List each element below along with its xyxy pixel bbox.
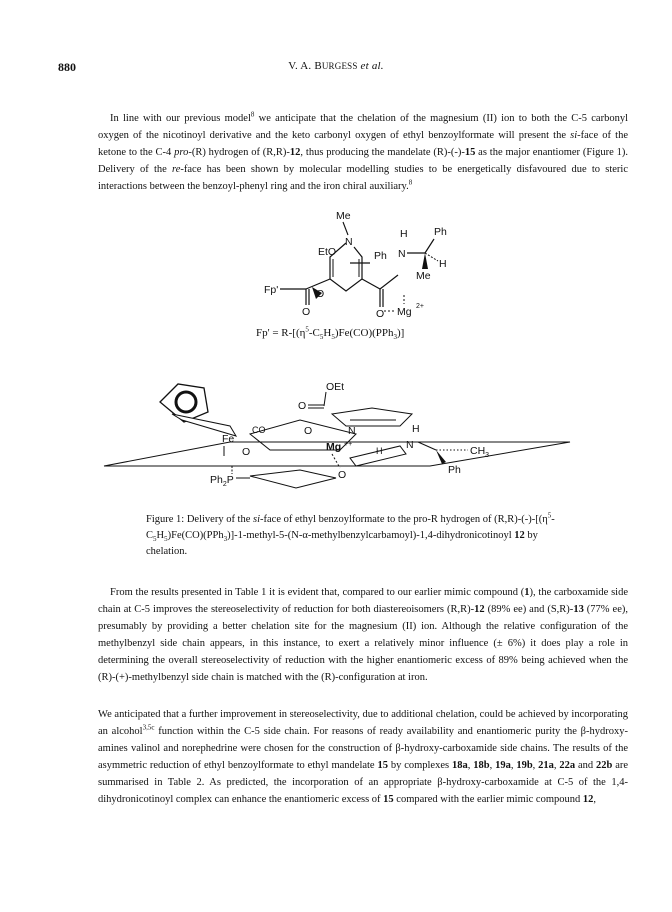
text: 5 bbox=[305, 325, 309, 334]
acyl-oxygen-label: O bbox=[242, 446, 251, 458]
text: In line with our previous model bbox=[110, 113, 251, 124]
text: -(R) hydrogen of (R,R)- bbox=[188, 147, 290, 158]
reference: 8 bbox=[408, 178, 413, 187]
methyl-label: $CH_3$ bbox=[470, 445, 490, 459]
wedge-bond bbox=[422, 253, 428, 269]
text: 5 bbox=[331, 333, 335, 342]
reference: 8 bbox=[250, 110, 255, 119]
wedge-bond bbox=[436, 450, 446, 464]
text: , thus producing the mandelate (R)-(-)- bbox=[300, 147, 465, 158]
phosphine-label: $Ph_2P$ bbox=[210, 474, 234, 488]
text: Figure 1: Delivery of the bbox=[146, 514, 254, 525]
reference: 3,5c bbox=[142, 723, 155, 732]
fp-definition bbox=[256, 325, 405, 342]
text: )] bbox=[397, 327, 405, 339]
text: 5 bbox=[153, 535, 157, 544]
compound-number: 19b bbox=[516, 760, 533, 771]
compound-number: 12 bbox=[582, 794, 594, 805]
text: ), the carboxamide side chain at C-5 improves the stereoselectivity of reduction for both diastereoisomers (R,R)- bbox=[98, 587, 628, 615]
magnesium-label: Mg bbox=[326, 441, 342, 453]
ring-oxygen-label: O bbox=[304, 425, 313, 437]
paragraph-chelation-model bbox=[98, 110, 628, 195]
text: as the major enantiomer (Figure 1). Delivery of the bbox=[98, 147, 629, 175]
ring-nitrogen-label: N bbox=[348, 425, 356, 437]
text: si bbox=[570, 130, 578, 141]
ethoxy-label: OEt bbox=[326, 381, 345, 393]
author-prefix: V. A. B bbox=[288, 60, 322, 72]
ester-oxygen-label: O bbox=[316, 288, 325, 300]
text: -face of the ketone to the C-4 bbox=[98, 130, 628, 158]
text: We anticipated that a further improvement in stereoselectivity, due to additional chelation, could be achieved by incorporating an alcohol bbox=[98, 709, 628, 737]
magnesium-charge: 2+ bbox=[416, 303, 424, 310]
benzyl-methyl-label: Me bbox=[416, 270, 431, 282]
aromatic-circle bbox=[176, 392, 196, 412]
bond bbox=[343, 222, 348, 235]
compound-number: 22a bbox=[559, 760, 576, 771]
acyl-oxygen-label: O bbox=[302, 306, 311, 318]
amide-h-label: H bbox=[400, 228, 408, 240]
phenyl-label: Ph bbox=[448, 464, 461, 476]
bond bbox=[380, 275, 398, 289]
bond bbox=[418, 442, 436, 450]
compound-number: 1 bbox=[524, 587, 530, 598]
running-head bbox=[0, 60, 672, 72]
carbonyl-ligand-label: CO bbox=[252, 425, 266, 435]
phosphine-phenyl-ring bbox=[250, 470, 336, 488]
text: pro bbox=[174, 147, 189, 158]
compound-number: 12 bbox=[514, 530, 525, 541]
text: we anticipate that the chelation of the magnesium (II) ion to both the C-5 carbonyl oxygen of the nicotinoyl derivative and the keto carbonyl oxygen of ethyl benzoylformate will present the bbox=[98, 113, 628, 141]
text: by chelation. bbox=[146, 530, 538, 557]
compound-number: 12 bbox=[289, 147, 301, 158]
compound-number: 21a bbox=[538, 760, 554, 771]
text: , bbox=[489, 760, 496, 771]
benzoyl-phenyl-ring bbox=[332, 408, 412, 426]
text: 5 bbox=[547, 511, 552, 520]
ring-nitrogen-label: N bbox=[345, 236, 353, 248]
phenyl-label: Ph bbox=[374, 250, 387, 262]
iron-label: Fe bbox=[222, 433, 235, 445]
text: -C bbox=[146, 514, 555, 541]
bond bbox=[425, 239, 434, 253]
text: Fp' = R-[(η bbox=[256, 327, 306, 339]
compound-number: 15 bbox=[383, 794, 394, 805]
methyl-label: Me bbox=[336, 210, 351, 222]
fp-label: Fp' bbox=[264, 284, 279, 296]
text: compared with the earlier mimic compound bbox=[393, 794, 583, 805]
page-number: 880 bbox=[58, 60, 76, 74]
text: (89% ee) and (S,R)- bbox=[484, 604, 574, 615]
ethoxy-label: EtO bbox=[318, 246, 337, 258]
text: -face of ethyl benzoylformate to the pro-R hydrogen of (R,R)-(-)-[(η bbox=[260, 514, 548, 525]
compound-number: 15 bbox=[464, 147, 476, 158]
magnesium-label: Mg bbox=[397, 306, 412, 318]
text: function within the C-5 side chain. For reasons of ready availability and enantiomeric purity the β-hydroxy-amines valinol and norephedrine were chosen for the construction of β-hydroxy-carboxamide side chains. The results of the asymmetric reduction of ethyl benzoylformate to ethyl mandelate bbox=[98, 726, 628, 771]
bond bbox=[324, 392, 326, 406]
compound-number: 18b bbox=[473, 760, 490, 771]
benzyl-phenyl-label: Ph bbox=[434, 226, 447, 238]
stereo-h-label: H bbox=[412, 423, 420, 435]
hashed-bond bbox=[425, 253, 438, 261]
text: 5 bbox=[164, 535, 168, 544]
text: are summarised in Table 2. As predicted, the incorporation of an appropriate β-hydroxy-carboxamide at C-5 of the 1,4-dihydronicotinoyl complex can enhance the enantiomeric excess of bbox=[98, 760, 629, 805]
paragraph-table1-results bbox=[98, 584, 628, 686]
text: , bbox=[510, 760, 517, 771]
compound-number: 18a bbox=[451, 760, 468, 771]
compound-number: 22b bbox=[596, 760, 613, 771]
text: )]-1-methyl-5-(N-α-methylbenzylcarbamoyl)-1,4-dihydronicotinoyl bbox=[227, 530, 515, 541]
compound-number: 12 bbox=[474, 604, 485, 615]
text: H bbox=[323, 327, 332, 339]
text: )Fe(CO)(PPh bbox=[167, 530, 224, 541]
text: si bbox=[253, 514, 261, 525]
text: )Fe(CO)(PPh bbox=[334, 327, 394, 339]
compound-number: 15 bbox=[377, 760, 388, 771]
text: , bbox=[532, 760, 539, 771]
carbonyl-oxygen-label: O bbox=[298, 400, 307, 412]
stereo-h-label: H bbox=[439, 258, 447, 270]
text: H bbox=[156, 530, 165, 541]
author-small: URGESS bbox=[321, 61, 358, 71]
text: , bbox=[593, 794, 597, 805]
text: and bbox=[575, 760, 597, 771]
text: , bbox=[467, 760, 474, 771]
text: (77% ee), presumably by providing a better chelation site for the magnesium (II) ion. Although the relative configuration of the methylbenzyl side chain appears, in this instance, to exert a relatively minor influence (± 6%) it does play a role in determining the overall stereoselectivity of reduction with the higher enantiomeric excess of 89% being achieved when the (R)-(+)-methylbenzyl side chain is matched with the (R)-configuration at iron. bbox=[98, 604, 628, 683]
figure-caption bbox=[146, 512, 566, 560]
author-etal: et al. bbox=[360, 60, 384, 72]
paragraph-hydroxy-chelation bbox=[98, 706, 628, 808]
text: by complexes bbox=[387, 760, 452, 771]
text: , bbox=[553, 760, 560, 771]
compound-number: 13 bbox=[573, 604, 584, 615]
amide-oxygen-label: O bbox=[338, 469, 347, 481]
text: re bbox=[172, 164, 181, 175]
text: -face has been shown by molecular modelling studies to be energetically disfavoured due to steric interactions between the benzoyl-phenyl ring and the iron chiral auxiliary. bbox=[98, 164, 628, 192]
chelation-structure-diagram bbox=[250, 207, 470, 327]
amide-oxygen-label: O bbox=[376, 308, 385, 320]
text: From the results presented in Table 1 it is evident that, compared to our earlier mimic compound ( bbox=[110, 587, 525, 598]
text: -C bbox=[308, 327, 320, 339]
compound-number: 19a bbox=[495, 760, 511, 771]
text: 5 bbox=[319, 333, 324, 342]
bond bbox=[362, 279, 380, 289]
amide-nitrogen-label: N bbox=[398, 248, 406, 260]
figure-3d-model bbox=[100, 362, 590, 504]
amide-nitrogen-label: N bbox=[406, 439, 414, 451]
text: 3 bbox=[393, 333, 398, 342]
magnesium-charge: ++ bbox=[344, 441, 353, 448]
nitrogen-h-label: H bbox=[376, 446, 383, 456]
text: 3 bbox=[223, 535, 228, 544]
